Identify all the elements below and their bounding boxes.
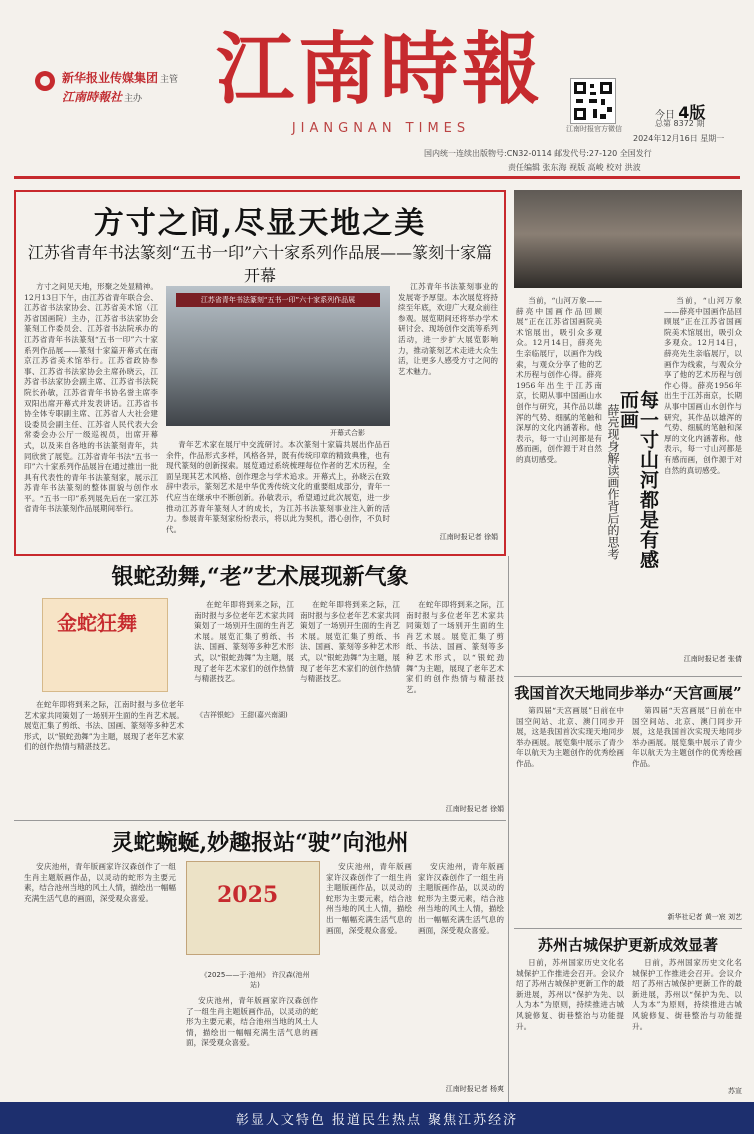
section2-column-2: 在蛇年即将到来之际，江南时报与多位老年艺术家共同策划了一场别开生面的生肖艺术展。展览汇集了剪纸、书法、国画、篆刻等多种艺术形式，以“银蛇劲舞”为主题，展现了老年艺术家们的创作热情与精湛技艺。 (194, 600, 294, 684)
footer-slogan: 彰显人文特色 报道民生热点 聚焦江苏经济 (235, 1113, 519, 1128)
right-story-column-1: 当前，“山河万象——薛亮中国画作品回顾展”正在江苏省国画院美术馆展出，吸引众多观众。12月14日，薛亮先生亲临展厅，以画作为线索，与观众分享了他的艺术历程与创作心得。薛亮1956年出生于江苏南京，长期从事中国画山水创作与研究，其作品以雄浑的气势、细腻的笔触和深厚的文化内涵著称。他表示，每一寸山河都是有感而画，创作源于对自然的真切感受。 (516, 296, 602, 464)
editors-line: 责任编辑 张东海 视版 高峻 校对 洪波 (508, 163, 641, 172)
qr-code-icon (570, 78, 616, 124)
lead-headline: 方寸之间,尽显天地之美 (93, 206, 427, 241)
right-mid-column-2: 第四届“天宫画展”日前在中国空间站、北京、澳门同步开展，这是我国首次实现天地同步举办画展。展览集中展示了青少年以航天为主题创作的优秀绘画作品。 (632, 706, 742, 768)
right-story-headline: 每一寸山河都是有感而画 (617, 390, 659, 570)
section3-column-1: 安庆池州，青年版画家许汉森创作了一组生肖主题版画作品，以灵动的蛇形为主要元素，结合池州当地的风土人情，描绘出一幅幅充满生活气息的画面，深受观众喜爱。 (24, 862, 176, 903)
left-divider (14, 820, 506, 821)
section3-column-2: 安庆池州，青年版画家许汉森创作了一组生肖主题版画作品，以灵动的蛇形为主要元素，结合池州当地的风土人情，描绘出一幅幅充满生活气息的画面，深受观众喜爱。 (186, 996, 318, 1048)
right-divider-1 (514, 676, 742, 677)
issue-date: 2024年12月16日 星期一 (633, 134, 725, 143)
artwork-lettering: 金蛇狂舞 (57, 611, 137, 635)
lead-group-photo (166, 286, 390, 426)
section3-column-4: 安庆池州，青年版画家许汉森创作了一组生肖主题版画作品，以灵动的蛇形为主要元素，结合池州当地的风土人情，描绘出一幅幅充满生活气息的画面，深受观众喜爱。 (418, 862, 504, 935)
lead-column-1: 方寸之间见天地，形聚之处显精神。12月13日下午，由江苏省青年联合会、江苏省书法家协会、江苏省美术馆（江苏省国画院）主办，江苏省书法家协会篆刻工作委员会、江苏省书法院承办的江苏省青年书法篆刻“五书一印”六十家系列作品展——篆刻十家篇开幕式在南京江苏省美术馆举行。江苏省政协参事、江苏省书法家协会主席孙晓云，江苏省书法家协会副主席、江苏省书法院院长孙敏，江苏省青年书协名誉主席李双阳出席开幕式并发表讲话。江苏省书协全体专职副主席、江苏省人大社会建设委员会副主任、江苏省人民代表大会常委会办公厅一级巡视员，出席开幕式，以及来自各地的书法篆刻青年，共同欣赏了展览。江苏省青年书法“五书一印”六十家系列作品展旨在通过推出一批具有代表性的青年书法篆刻家，展示江苏青年书法篆刻的整体面貌与创作水平。“五书一印”系列展先后在一家江苏省青年书法篆刻作品展期间举行。 (24, 282, 158, 514)
right-bottom-headline: 苏州古城保护更新成效显著 (537, 936, 718, 954)
right-story-subheadline: 薛亮现身解读画作背后的思考 (606, 404, 620, 560)
right-story-column-2: 当前，“山河万象——薛亮中国画作品回顾展”正在江苏省国画院美术馆展出，吸引众多观众。12月14日，薛亮先生亲临展厅，以画作为线索，与观众分享了他的艺术历程与创作心得。薛亮1956年出生于江苏南京，长期从事中国画山水创作与研究，其作品以雄浑的气势、细腻的笔触和深厚的文化内涵著称。他表示，每一寸山河都是有感而画，创作源于对自然的真切感受。 (664, 296, 742, 475)
section2-headline: 银蛇劲舞,“老”艺术展现新气象 (111, 564, 409, 590)
lead-subheadline: 江苏省青年书法篆刻“五书一印”六十家系列作品展——篆刻十家篇开幕 (27, 243, 493, 285)
publisher-paper: 江南時報社 主办 (62, 90, 143, 104)
right-bottom-column-2: 日前，苏州国家历史文化名城保护工作推进会召开。会议介绍了苏州古城保护更新工作的最新进展，苏州以“保护为先、以人为本”为原则，持续推进古城风貌修复、街巷整治与功能提升。 (632, 958, 742, 1031)
section3-headline: 灵蛇蜿蜒,妙趣报站“驶”向池州 (111, 830, 409, 856)
artwork-year: 2025 (217, 882, 279, 908)
masthead-title: 江南時報 (215, 24, 544, 115)
today-pages: 今日 4版 (655, 103, 706, 122)
qr-label: 江南时报官方微信 (566, 125, 622, 133)
section2-column-4: 在蛇年即将到来之际，江南时报与多位老年艺术家共同策划了一场别开生面的生肖艺术展。展览汇集了剪纸、书法、国画、篆刻等多种艺术形式，以“银蛇劲舞”为主题，展现了老年艺术家们的创作热情与精湛技艺。 (406, 600, 504, 694)
section2-column-3: 在蛇年即将到来之际，江南时报与多位老年艺术家共同策划了一场别开生面的生肖艺术展。展览汇集了剪纸、书法、国画、篆刻等多种艺术形式，以“银蛇劲舞”为主题，展现了老年艺术家们的创作热情与精湛技艺。 (300, 600, 400, 684)
masthead-pinyin: JIANGNAN TIMES (291, 121, 471, 136)
right-mid-headline: 我国首次天地同步举办“天宫画展” (514, 684, 742, 702)
section2-reporter: 江南时报记者 徐娟 (445, 805, 504, 813)
column-divider (508, 556, 509, 1106)
right-divider-2 (514, 928, 742, 929)
section3-caption: 《2025——于·池州》 许汉森(池州站) (200, 971, 310, 989)
group-logo-icon (32, 70, 58, 92)
publisher-group: 新华报业传媒集团 主管 (62, 71, 179, 85)
photo-caption: 开幕式合影 (330, 429, 365, 437)
section2-column-1: 在蛇年即将到来之际，江南时报与多位老年艺术家共同策划了一场别开生面的生肖艺术展。展览汇集了剪纸、书法、国画、篆刻等多种艺术形式，以“银蛇劲舞”为主题，展现了老年艺术家们的创作热情与精湛技艺。 (24, 700, 184, 752)
right-mid-reporter: 新华社记者 黄一宸 刘艺 (667, 913, 742, 921)
lead-column-2: 青年艺术家在展厅中交流研讨。本次篆刻十家篇共展出作品百余件，作品形式多样，风格各异，既有传统印章的精致典雅，也有现代篆刻的创新探索。展览通过系统梳理每位作者的艺术历程，全面呈现其艺术风格、创作理念与学术追求。开幕式上，孙晓云在致辞中表示，篆刻艺术是中华优秀传统文化的重要组成部分，青年一代应当在继承中不断创新。孙敏表示，希望通过此次展览，进一步推动江苏青年篆刻人才的成长，为江苏书法篆刻事业注入新的活力。参展青年篆刻家纷纷表示，将以此为契机，潜心创作，不负时代。 (166, 440, 390, 534)
total-issue: 总第 8372 期 (655, 119, 705, 128)
snake-2025-artwork (186, 861, 320, 955)
right-bottom-column-1: 日前，苏州国家历史文化名城保护工作推进会召开。会议介绍了苏州古城保护更新工作的最新进展，苏州以“保护为先、以人为本”为原则，持续推进古城风貌修复、街巷整治与功能提升。 (516, 958, 624, 1031)
lead-column-3: 江苏青年书法篆刻事业的发展寄予厚望。本次展览将持续至年底，欢迎广大观众前往参观。展览期间还将举办学术研讨会、现场创作交流等系列活动，进一步扩大展览影响力，推动篆刻艺术走进大众生活，让更多人感受方寸之间的艺术魅力。 (398, 282, 498, 376)
photo-banner-text: 江苏省青年书法篆刻“五书一印”六十家系列作品展 (176, 293, 380, 307)
lead-reporter: 江南时报记者 徐娟 (439, 533, 498, 541)
right-mid-column-1: 第四届“天宫画展”日前在中国空间站、北京、澳门同步开展，这是我国首次实现天地同步举办画展。展览集中展示了青少年以航天为主题创作的优秀绘画作品。 (516, 706, 624, 768)
section3-column-3: 安庆池州，青年版画家许汉森创作了一组生肖主题版画作品，以灵动的蛇形为主要元素，结合池州当地的风土人情，描绘出一幅幅充满生活气息的画面，深受观众喜爱。 (326, 862, 412, 935)
exhibition-hall-photo (514, 190, 742, 288)
silver-snake-artwork (42, 598, 168, 692)
section2-caption: 《吉祥银蛇》 王甜(嘉兴南湖) (196, 711, 288, 719)
right-story-reporter: 江南时报记者 张倩 (683, 655, 742, 663)
issn-line: 国内统一连续出版物号:CN32-0114 邮发代号:27-120 全国发行 (424, 149, 652, 158)
masthead-rule (14, 176, 740, 179)
section3-reporter: 江南时报记者 杨爽 (445, 1085, 504, 1093)
right-bottom-reporter: 苏宣 (728, 1087, 742, 1095)
